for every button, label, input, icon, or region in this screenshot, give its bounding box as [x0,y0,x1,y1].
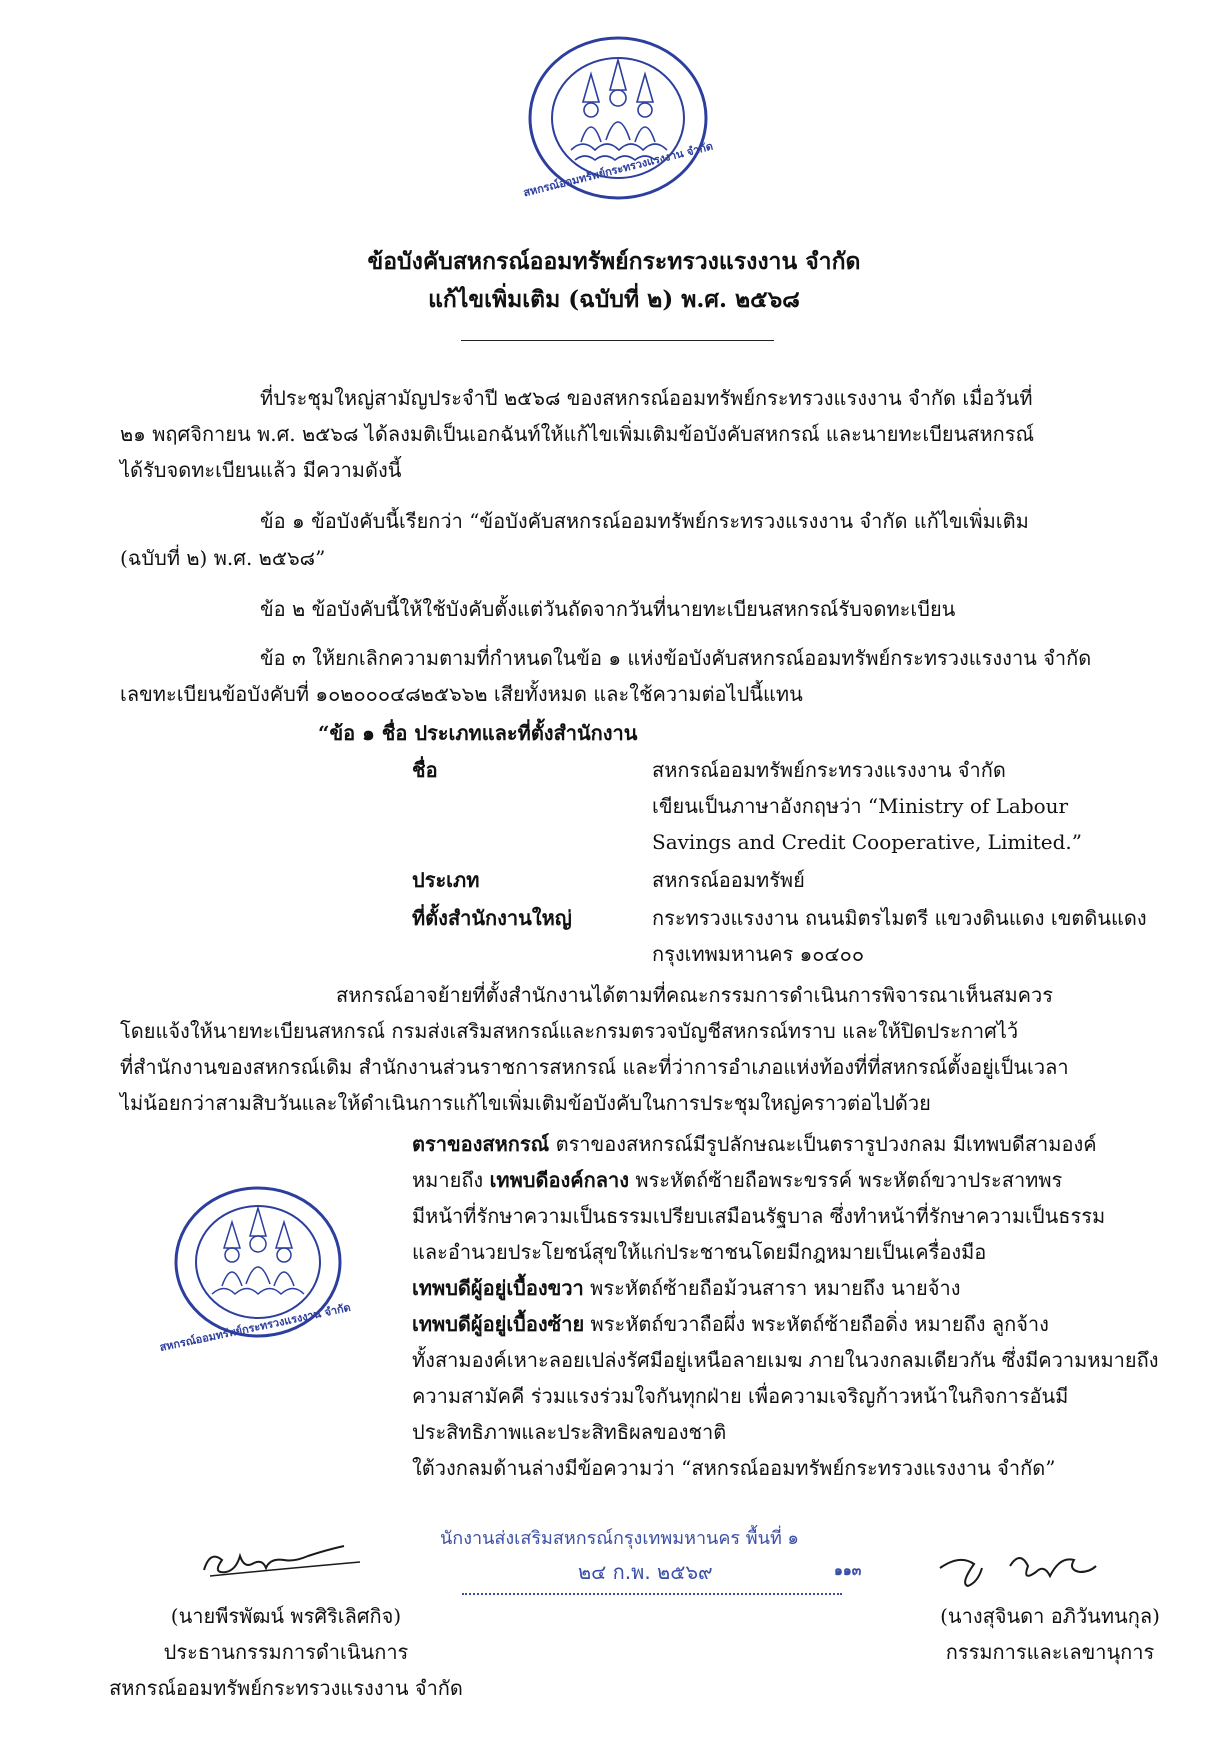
clause1-line1: ข้อ ๑ ข้อบังคับนี้เรียกว่า “ข้อบังคับสหกรณ์ออมทรัพย์กระทรวงแรงงาน จำกัด แก้ไขเพิ่มเติม [260,509,1029,533]
seal-ring-text-left: สหกรณ์ออมทรัพย์กระทรวงแรงงาน จำกัด [158,1300,352,1355]
name-value-line1: สหกรณ์ออมทรัพย์กระทรวงแรงงาน จำกัด [652,758,1006,782]
title-divider [461,340,774,341]
clause3-line2: เลขทะเบียนข้อบังคับที่ ๑๐๒๐๐๐๔๘๒๕๖๖๒ เสียทั้งหมด และใช้ความต่อไปนี้แทน [120,682,803,706]
intro-line2: ๒๑ พฤศจิกายน พ.ศ. ๒๕๖๘ ได้ลงมติเป็นเอกฉันท์ให้แก้ไขเพิ่มเติมข้อบังคับสหกรณ์ และนายทะเบียนสหกรณ์ [120,422,1035,446]
seal-ring-text-top: สหกรณ์ออมทรัพย์กระทรวงแรงงาน จำกัด [521,139,715,200]
emblem-line2-text: พระหัตถ์ซ้ายถือพระขรรค์ พระหัตถ์ขวาประสาทพร [628,1168,1063,1192]
emblem-label: ตราของสหกรณ์ [412,1132,550,1156]
signatory-right-position: กรรมการและเลขานุการ [945,1640,1155,1664]
relocation-line2: โดยแจ้งให้นายทะเบียนสหกรณ์ กรมส่งเสริมสหกรณ์และกรมตรวจบัญชีสหกรณ์ทราบ และให้ปิดประกาศไว้ [120,1019,1019,1043]
article1-heading: “ข้อ ๑ ชื่อ ประเภทและที่ตั้งสำนักงาน [318,721,638,745]
emblem-line5-text: พระหัตถ์ซ้ายถือม้วนสารา หมายถึง นายจ้าง [583,1276,961,1300]
emblem-line3: มีหน้าที่รักษาความเป็นธรรมเปรียบเสมือนรัฐบาล ซึ่งทำหน้าที่รักษาความเป็นธรรม [412,1204,1106,1228]
clause1-line2: (ฉบับที่ ๒) พ.ศ. ๒๕๖๘” [120,546,326,570]
emblem-line4: และอำนวยประโยชน์สุขให้แก่ประชาชนโดยมีกฎหมายเป็นเครื่องมือ [412,1240,987,1264]
document-title-line1: ข้อบังคับสหกรณ์ออมทรัพย์กระทรวงแรงงาน จำกัด [367,248,861,275]
emblem-line2 [412,1162,1062,1198]
intro-line3: ได้รับจดทะเบียนแล้ว มีความดังนี้ [120,458,402,482]
office-value-line2: กรุงเทพมหานคร ๑๐๔๐๐ [652,942,865,966]
document-title-line2: แก้ไขเพิ่มเติม (ฉบับที่ ๒) พ.ศ. ๒๕๖๘ [428,286,800,313]
office-label: ที่ตั้งสำนักงานใหญ่ [412,906,572,930]
office-value-line1: กระทรวงแรงงาน ถนนมิตรไมตรี แขวงดินแดง เขตดินแดง [652,906,1147,930]
emblem-line9: ประสิทธิภาพและประสิทธิผลของชาติ [412,1420,727,1444]
emblem-line5 [412,1270,960,1306]
emblem-line1-text: ตราของสหกรณ์มีรูปลักษณะเป็นตรารูปวงกลม มีเทพบดีสามองค์ [549,1132,1097,1156]
emblem-line1 [412,1126,1097,1162]
name-label: ชื่อ [412,758,438,782]
registration-stamp-ref: ๑๑๓ [834,1563,862,1579]
name-value-line3: Savings and Credit Cooperative, Limited.” [652,830,1082,854]
emblem-line8: ความสามัคคี ร่วมแรงร่วมใจกันทุกฝ่าย เพื่อความเจริญก้าวหน้าในกิจการอันมี [412,1384,1069,1408]
signatory-left-position: ประธานกรรมการดำเนินการ [163,1640,409,1664]
registration-stamp-date: ๒๔ ก.พ. ๒๕๖๙ [578,1560,713,1584]
signature-left [196,1530,366,1590]
relocation-line4: ไม่น้อยกว่าสามสิบวันและให้ดำเนินการแก้ไขเพิ่มเติมข้อบังคับในการประชุมใหญ่คราวต่อไปด้วย [120,1091,931,1115]
signature-right [930,1538,1110,1598]
left-deity-label: เทพบดีผู้อยู่เบื้องซ้าย [412,1312,585,1336]
type-label: ประเภท [412,868,480,892]
signatory-left-name: (นายพีรพัฒน์ พรศิริเลิศกิจ) [170,1604,402,1628]
clause3-line1: ข้อ ๓ ให้ยกเลิกความตามที่กำหนดในข้อ ๑ แห่งข้อบังคับสหกรณ์ออมทรัพย์กระทรวงแรงงาน จำกัด [260,646,1092,670]
type-value: สหกรณ์ออมทรัพย์ [652,868,805,892]
registration-stamp-office: นักงานส่งเสริมสหกรณ์กรุงเทพมหานคร พื้นที่ ๑ [440,1528,799,1549]
emblem-line10: ใต้วงกลมด้านล่างมีข้อความว่า “สหกรณ์ออมทรัพย์กระทรวงแรงงาน จำกัด” [412,1456,1056,1480]
intro-line1: ที่ประชุมใหญ่สามัญประจำปี ๒๕๖๘ ของสหกรณ์ออมทรัพย์กระทรวงแรงงาน จำกัด เมื่อวันที่ [260,386,1033,410]
clause2-line1: ข้อ ๒ ข้อบังคับนี้ให้ใช้บังคับตั้งแต่วันถัดจากวันที่นายทะเบียนสหกรณ์รับจดทะเบียน [260,597,956,621]
relocation-line1: สหกรณ์อาจย้ายที่ตั้งสำนักงานได้ตามที่คณะกรรมการดำเนินการพิจารณาเห็นสมควร [336,983,1053,1007]
emblem-line2-pre: หมายถึง [412,1168,490,1192]
emblem-line6 [412,1306,1049,1342]
signatory-left-org: สหกรณ์ออมทรัพย์กระทรวงแรงงาน จำกัด [109,1676,463,1700]
relocation-line3: ที่สำนักงานของสหกรณ์เดิม สำนักงานส่วนราชการสหกรณ์ และที่ว่าการอำเภอแห่งท้องที่ที่สหกรณ์ตั้งอยู่เป็นเวลา [120,1055,1069,1079]
registration-stamp-dotted-line [462,1593,842,1595]
central-deity-label: เทพบดีองค์กลาง [489,1168,629,1192]
emblem-line6-text: พระหัตถ์ขวาถือผึ่ง พระหัตถ์ซ้ายถือดิ่ง หมายถึง ลูกจ้าง [584,1312,1049,1336]
signatory-right-name: (นางสุจินดา อภิวันทนกุล) [940,1604,1160,1628]
name-value-line2: เขียนเป็นภาษาอังกฤษว่า “Ministry of Labour [652,794,1069,818]
right-deity-label: เทพบดีผู้อยู่เบื้องขวา [412,1276,584,1300]
emblem-line7: ทั้งสามองค์เหาะลอยเปล่งรัศมีอยู่เหนือลายเมฆ ภายในวงกลมเดียวกัน ซึ่งมีความหมายถึง [412,1348,1159,1372]
